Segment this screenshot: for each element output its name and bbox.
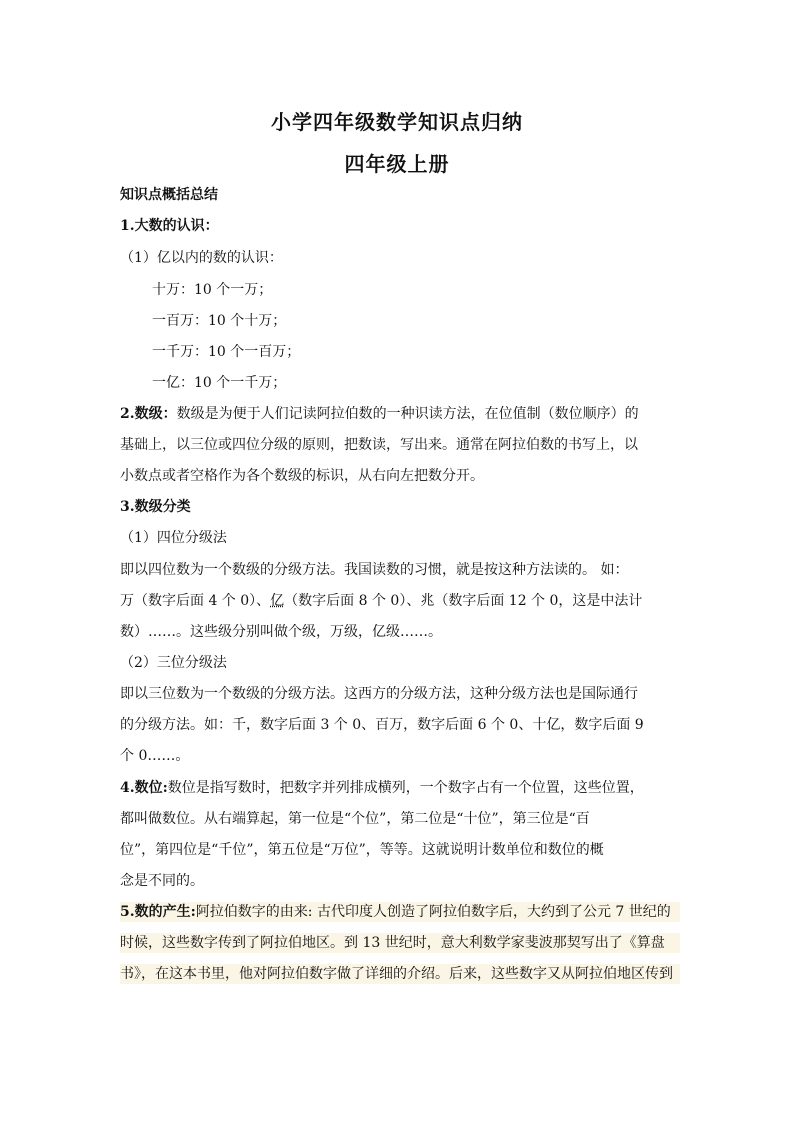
- section-2-text: 数级是为便于人们记读阿拉伯数的一种识读方法，在位值制（数位顺序）的: [176, 406, 639, 422]
- section-3-para2: 的分级方法。如：千，数字后面 3 个 0、百万，数字后面 6 个 0、十亿，数字后面 9: [120, 717, 644, 733]
- section-3-para1: 数）……。这些级分别叫做个级，万级，亿级……。: [120, 624, 442, 640]
- section-4-label: 4.数位:: [120, 780, 168, 796]
- section-1-item: 一千万：10 个一百万；: [152, 344, 301, 360]
- section-3-para2: 即以三位数为一个数级的分级方法。这西方的分级方法，这种分级方法也是国际通行: [120, 686, 638, 702]
- section-2-line: 基础上，以三位或四位分级的原则，把数读，写出来。通常在阿拉伯数的书写上，以: [120, 437, 638, 453]
- section-1-sub1: （1）亿以内的数的认识：: [120, 250, 283, 266]
- section-1-item: 一百万：10 个十万；: [152, 313, 287, 329]
- summary-heading: 知识点概括总结: [120, 187, 218, 203]
- para-text: 万（数字后面 4 个 0）、: [120, 593, 271, 609]
- section-3-sub2: （2）三位分级法: [120, 655, 227, 671]
- para-text: （数字后面 8 个 0）、兆（数字后面 12 个 0，这是中法计: [284, 593, 643, 609]
- section-3-sub1: （1）四位分级法: [120, 530, 227, 546]
- section-4-line: 念是不同的。: [120, 873, 204, 889]
- section-5-line: [120, 902, 680, 922]
- section-2-line: 小数点或者空格作为各个数级的标识，从右向左把数分开。: [120, 468, 484, 484]
- section-4-text: 数位是指写数时，把数字并列排成横列，一个数字占有一个位置，这些位置，: [167, 780, 644, 796]
- section-3-para1: 即以四位数为一个数级的分级方法。我国读数的习惯，就是按这种方法读的。 如：: [120, 562, 629, 578]
- section-1-heading: 1.大数的认识：: [120, 218, 219, 234]
- section-2-line: [120, 404, 680, 424]
- document-subtitle: 四年级上册: [344, 152, 450, 176]
- section-3-heading: 3.数级分类: [120, 499, 191, 515]
- section-3-para2: 个 0……。: [120, 748, 190, 764]
- section-5-line: 书》，在这本书里，他对阿拉伯数字做了详细的介绍。后来，这些数字又从阿拉伯地区传到: [120, 964, 680, 984]
- section-5-label: 5.数的产生:: [120, 904, 196, 920]
- section-1-item: 一亿：10 个一千万；: [152, 375, 287, 391]
- section-1-item: 十万：10 个一万；: [152, 282, 273, 298]
- document-title: 小学四年级数学知识点归纳: [271, 110, 523, 134]
- section-5-text: 阿拉伯数字的由来: 古代印度人创造了阿拉伯数字后，大约到了公元 7 世纪的: [195, 904, 671, 920]
- section-4-line: 位”，第四位是“千位”，第五位是“万位”，等等。这就说明计数单位和数位的概: [120, 842, 604, 858]
- section-4-line: 都叫做数位。从右端算起，第一位是“个位”，第二位是“十位”，第三位是“百: [120, 811, 590, 827]
- section-3-para1: [120, 591, 680, 611]
- underlined-term: 亿: [270, 593, 285, 609]
- section-2-label: 2.数级：: [120, 406, 177, 422]
- section-4-line: [120, 778, 680, 798]
- section-5-line: 时候，这些数字传到了阿拉伯地区。到 13 世纪时，意大利数学家斐波那契写出了《算盘: [120, 933, 680, 953]
